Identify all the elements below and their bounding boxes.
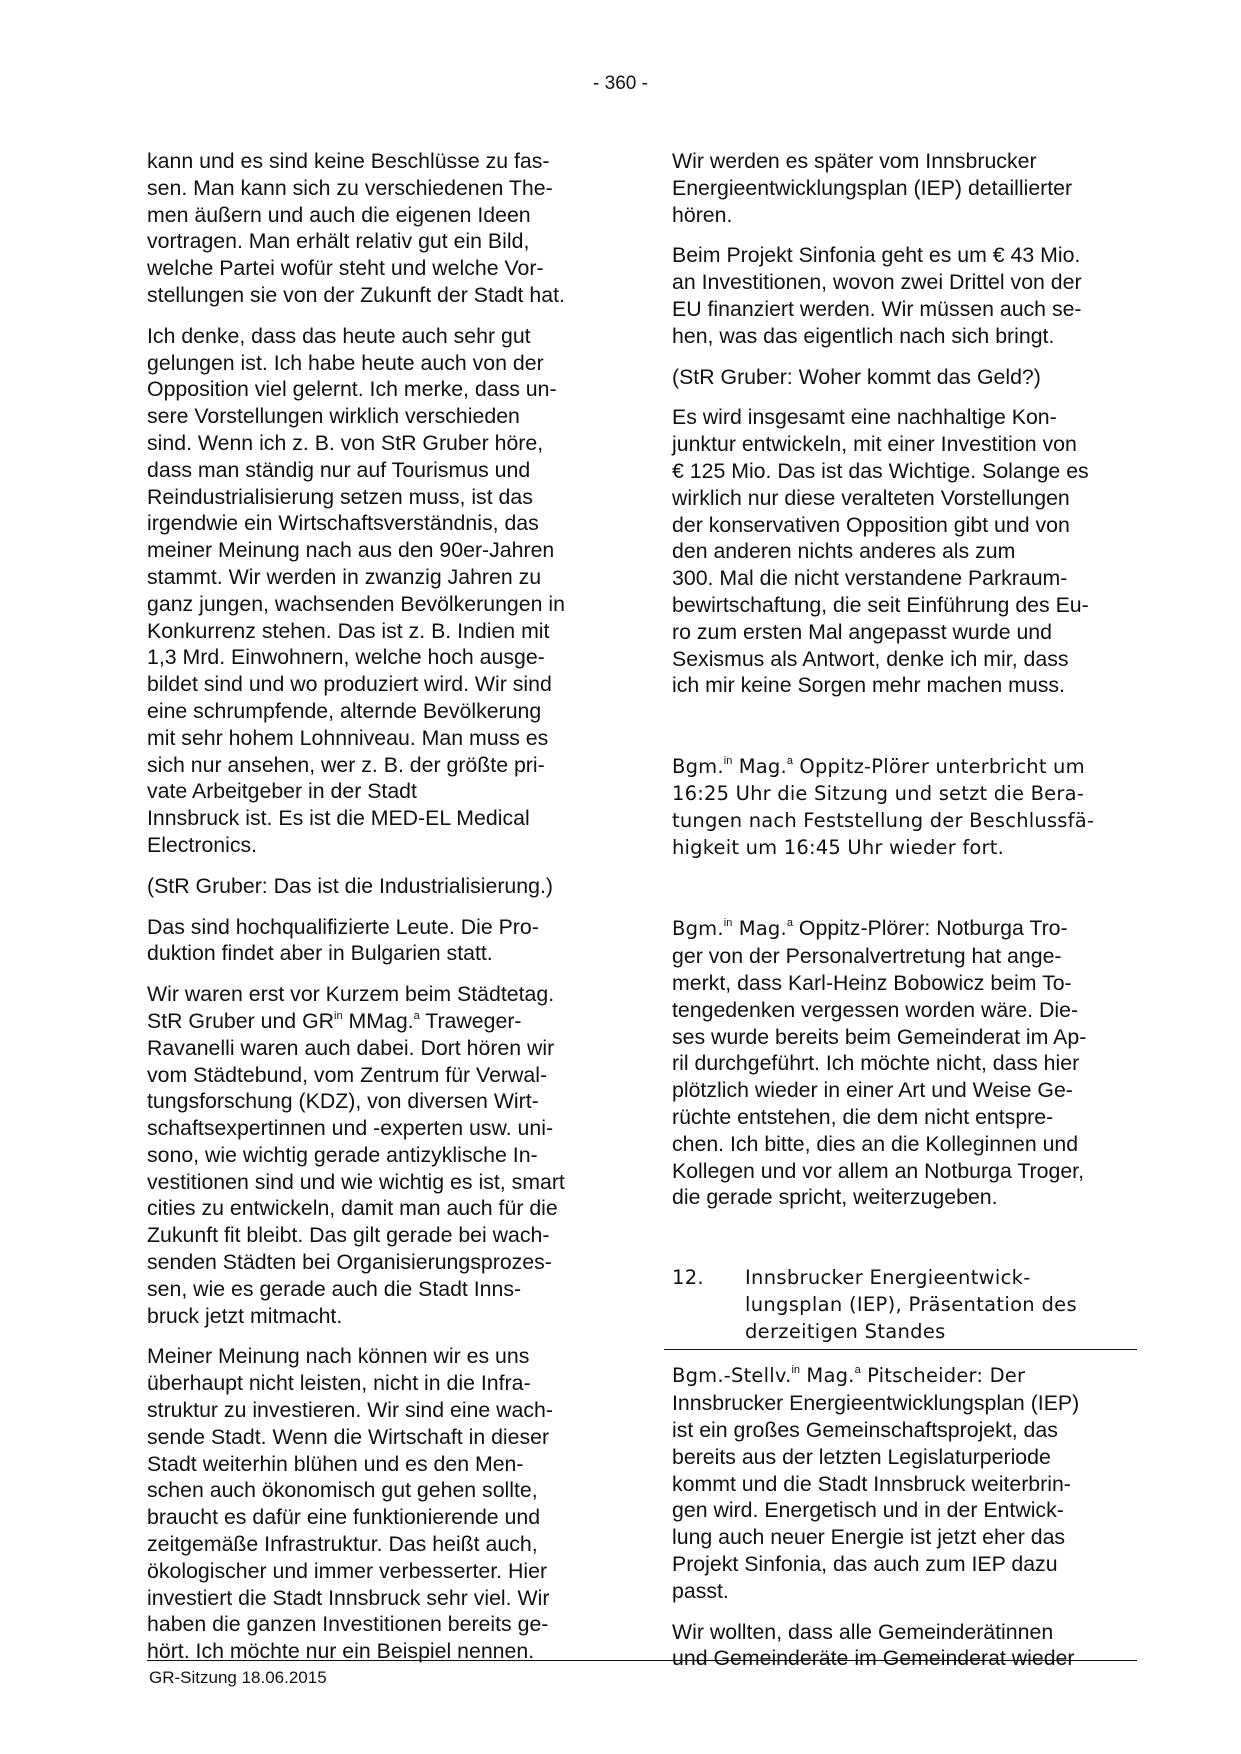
text-line: Es wird insgesamt eine nachhaltige Kon- <box>672 405 1057 430</box>
text-line: 300. Mal die nicht verstandene Parkraum- <box>672 566 1068 591</box>
text-line: braucht es dafür eine funktionierende und <box>147 1505 541 1530</box>
paragraph <box>672 148 1127 228</box>
text-line: ganz jungen, wachsenden Bevölkerungen in <box>147 591 565 616</box>
text-line: plötzlich wieder in einer Art und Weise Ge- <box>672 1078 1073 1103</box>
mayor-statement: Bgm.$^{in}$ Mag.$^a$ Oppitz-Plörer: Notburga Tro- ger von der Personalvertretung hat ange- merkt, dass Karl-Heinz Bobowicz beim To- tengedenken vergessen worden wäre. Die- ses wurde bereits beim Gemeinderat im Ap- ril durchgeführt. Ich möchte nicht, dass hier plötzlich wieder in einer Art und Weise Ge- rüchte entstehen, die dem nicht entspre- chen. Ich bitte, dies an die Kolleginnen und Kollegen und vor allem an Notburga Troger, die gerade spricht, weiterzugeben. <box>672 915 1127 1211</box>
text-line: bildet sind und wo produziert wird. Wir sind <box>147 672 552 697</box>
text-line: chen. Ich bitte, dies an die Kolleginnen und <box>672 1131 1079 1156</box>
text-line: Beim Projekt Sinfonia geht es um € 43 Mio. <box>672 243 1081 268</box>
text-line: Ravanelli waren auch dabei. Dort hören wir <box>147 1035 555 1060</box>
text-line: investiert die Stadt Innsbruck sehr viel. Wir <box>147 1585 550 1610</box>
paragraph <box>147 1343 602 1665</box>
text-line: Innsbrucker Energieentwicklungsplan (IEP) <box>672 1391 1080 1416</box>
text-line: kommt und die Stadt Innsbruck weiterbrin- <box>672 1471 1071 1496</box>
text-line: hen, was das eigentlich nach sich bringt. <box>672 323 1055 348</box>
text-line: Stadt weiterhin blühen und es den Men- <box>147 1451 524 1476</box>
text-line: gelungen ist. Ich habe heute auch von der <box>147 350 544 375</box>
text-line: ger von der Personalvertretung hat ange- <box>672 944 1062 969</box>
session-interruption-note: Bgm.$^{in}$ Mag.$^a$ Oppitz-Plörer unterbricht um 16:25 Uhr die Sitzung und setzt die Bera- tungen nach Feststellung der Beschlussfä- higkeit um 16:45 Uhr wieder fort. <box>672 753 1127 861</box>
text-line: 16:25 Uhr die Sitzung und setzt die Bera- <box>672 781 1084 805</box>
text-line: Reindustrialisierung setzen muss, ist das <box>147 484 533 509</box>
text-line: ich mir keine Sorgen mehr machen muss. <box>672 673 1065 698</box>
text-line: 1,3 Mrd. Einwohnern, welche hoch ausge- <box>147 645 545 670</box>
text-line: junktur entwickeln, mit einer Investition von <box>672 432 1077 457</box>
text-line: passt. <box>672 1578 729 1603</box>
footer-divider <box>147 1660 1137 1661</box>
text-line: Wir wollten, dass alle Gemeinderätinnen <box>672 1619 1054 1644</box>
text-line: merkt, dass Karl-Heinz Bobowicz beim To- <box>672 970 1072 995</box>
text-line: (StR Gruber: Das ist die Industrialisierung.) <box>147 873 553 898</box>
text-line: gen wird. Energetisch und in der Entwick- <box>672 1498 1064 1523</box>
text-line: StR Gruber und $GR^{in}$ MMag.$^a$ Traweger- <box>147 1008 522 1033</box>
text-line: men äußern und auch die eigenen Ideen <box>147 202 531 227</box>
text-line: € 125 Mio. Das ist das Wichtige. Solange es <box>672 458 1089 483</box>
text-line: dass man ständig nur auf Tourismus und <box>147 457 531 482</box>
text-line: und Gemeinderäte im Gemeinderat wieder <box>672 1646 1075 1671</box>
text-line: Kollegen und vor allem an Notburga Troger, <box>672 1158 1084 1183</box>
left-column <box>147 148 602 1679</box>
paragraph <box>672 404 1127 699</box>
text-line: die gerade spricht, weiterzugeben. <box>672 1185 998 1210</box>
text-line: sen. Man kann sich zu verschiedenen The- <box>147 175 553 200</box>
text-line: kann und es sind keine Beschlüsse zu fas- <box>147 149 550 173</box>
text-line: lung auch neuer Energie ist jetzt eher das <box>672 1525 1066 1550</box>
paragraph <box>147 914 602 968</box>
text-line: Innsbruck ist. Es ist die MED-EL Medical <box>147 806 530 831</box>
text-line: überhaupt nicht leisten, nicht in die Infra- <box>147 1371 531 1396</box>
footer-session-date: GR-Sitzung 18.06.2015 <box>149 1668 327 1687</box>
text-line: schen auch ökonomisch gut gehen sollte, <box>147 1478 538 1503</box>
text-line: wirklich nur diese veralteten Vorstellungen <box>672 485 1070 510</box>
text-line: bereits aus der letzten Legislaturperiode <box>672 1444 1051 1469</box>
text-line: Das sind hochqualifizierte Leute. Die Pro- <box>147 914 539 939</box>
text-line: sen, wie es gerade auch die Stadt Inns- <box>147 1276 522 1301</box>
text-line: higkeit um 16:45 Uhr wieder fort. <box>672 835 1005 859</box>
interjection <box>672 364 1127 391</box>
text-line: den anderen nichts anderes als zum <box>672 539 1016 564</box>
text-line: sere Vorstellungen wirklich verschieden <box>147 404 520 429</box>
text-line: struktur zu investieren. Wir sind eine wach- <box>147 1398 553 1423</box>
text-line: tungsforschung (KDZ), von diversen Wirt- <box>147 1089 539 1114</box>
text-line: stellungen sie von der Zukunft der Stadt hat. <box>147 282 565 307</box>
text-line: rüchte entstehen, die dem nicht entspre- <box>672 1104 1054 1129</box>
text-line: zeitgemäße Infrastruktur. Das heißt auch, <box>147 1532 538 1557</box>
text-line: tungen nach Feststellung der Beschlussfä- <box>672 808 1095 832</box>
text-line: vortragen. Man erhält relativ gut ein Bild, <box>147 229 530 254</box>
text-line: (StR Gruber: Woher kommt das Geld?) <box>672 364 1041 389</box>
deputy-mayor-statement: Bgm.-Stellv.$^{in}$ Mag.$^a$ Pitscheider: Der Innsbrucker Energieentwicklungsplan (IEP) ist ein großes Gemeinschaftsprojekt, das bereits aus der letzten Legislaturperiode kommt und die Stadt Innsbruck weiterbrin- gen wird. Energetisch und in der Entwick- lung auch neuer Energie ist jetzt eher das Projekt Sinfonia, das auch zum IEP dazu passt. <box>672 1362 1127 1604</box>
text-line: Innsbrucker Energieentwick- <box>745 1266 1031 1290</box>
text-line: Wir werden es später vom Innsbrucker <box>672 149 1037 173</box>
text-line: sono, wie wichtig gerade antizyklische In- <box>147 1142 538 1167</box>
interjection <box>147 873 602 900</box>
text-line: sende Stadt. Wenn die Wirtschaft in dieser <box>147 1424 550 1449</box>
text-line: sich nur ansehen, wer z. B. der größte pri- <box>147 752 545 777</box>
paragraph <box>672 1619 1127 1673</box>
text-line: Zukunft fit bleibt. Das gilt gerade bei wach- <box>147 1223 550 1248</box>
page-number: - 360 - <box>593 73 648 94</box>
paragraph <box>147 148 602 309</box>
text-line: tengedenken vergessen worden wäre. Die- <box>672 997 1079 1022</box>
text-line: mit sehr hohem Lohnniveau. Man muss es <box>147 725 549 750</box>
text-line: stammt. Wir werden in zwanzig Jahren zu <box>147 564 542 589</box>
text-line: Sexismus als Antwort, denke ich mir, dass <box>672 646 1069 671</box>
text-line: Projekt Sinfonia, das auch zum IEP dazu <box>672 1552 1058 1577</box>
right-column <box>672 148 1127 1686</box>
text-line: Meiner Meinung nach können wir es uns <box>147 1344 530 1369</box>
text-line: Konkurrenz stehen. Das ist z. B. Indien mit <box>147 618 550 643</box>
text-line: Opposition viel gelernt. Ich merke, dass un- <box>147 377 557 402</box>
text-line: hören. <box>672 202 733 227</box>
text-line: Electronics. <box>147 832 258 857</box>
agenda-item-title <box>745 1265 1137 1345</box>
text-line: eine schrumpfende, alternde Bevölkerung <box>147 698 542 723</box>
text-line: meiner Meinung nach aus den 90er-Jahren <box>147 538 555 563</box>
text-line: ro zum ersten Mal angepasst wurde und <box>672 619 1052 644</box>
text-line: welche Partei wofür steht und welche Vor- <box>147 256 544 281</box>
text-line: bruck jetzt mitmacht. <box>147 1303 343 1328</box>
text-line: ökologischer und immer verbesserter. Hier <box>147 1558 548 1583</box>
text-line: an Investitionen, wovon zwei Drittel von der <box>672 270 1082 295</box>
text-line: ist ein großes Gemeinschaftsprojekt, das <box>672 1418 1058 1443</box>
paragraph <box>672 242 1127 349</box>
paragraph <box>147 323 602 859</box>
text-line: vate Arbeitgeber in der Stadt <box>147 779 417 804</box>
text-line: schaftsexpertinnen und -experten usw. uni- <box>147 1116 554 1141</box>
agenda-item-number: 12. <box>672 1266 704 1290</box>
text-line: hört. Ich möchte nur ein Beispiel nennen. <box>147 1639 535 1664</box>
text-line: vom Städtebund, vom Zentrum für Verwal- <box>147 1062 548 1087</box>
text-line: haben die ganzen Investitionen bereits ge- <box>147 1612 549 1637</box>
text-line: vestitionen sind und wie wichtig es ist, smart <box>147 1169 565 1194</box>
agenda-item-heading <box>664 1265 1137 1350</box>
text-line: duktion findet aber in Bulgarien statt. <box>147 941 493 966</box>
text-line: senden Städten bei Organisierungsprozes- <box>147 1250 552 1275</box>
text-line: ril durchgeführt. Ich möchte nicht, dass hier <box>672 1051 1080 1076</box>
text-line: sind. Wenn ich z. B. von StR Gruber höre, <box>147 430 544 455</box>
text-line: derzeitigen Standes <box>745 1319 946 1343</box>
text-line: EU finanziert werden. Wir müssen auch se- <box>672 296 1082 321</box>
paragraph-staedtetag <box>147 981 602 1329</box>
text-line: ses wurde bereits beim Gemeinderat im Ap- <box>672 1024 1087 1049</box>
text-line: bewirtschaftung, die seit Einführung des Eu- <box>672 592 1089 617</box>
text-line: lungsplan (IEP), Präsentation des <box>745 1292 1077 1316</box>
text-line: der konservativen Opposition gibt und von <box>672 512 1070 537</box>
text-line: Energieentwicklungsplan (IEP) detaillierter <box>672 175 1073 200</box>
text-line: cities zu entwickeln, damit man auch für die <box>147 1196 558 1221</box>
text-line: Wir waren erst vor Kurzem beim Städtetag. <box>147 982 555 1007</box>
text-line: irgendwie ein Wirtschaftsverständnis, das <box>147 511 539 536</box>
text-line: Ich denke, dass das heute auch sehr gut <box>147 323 531 348</box>
